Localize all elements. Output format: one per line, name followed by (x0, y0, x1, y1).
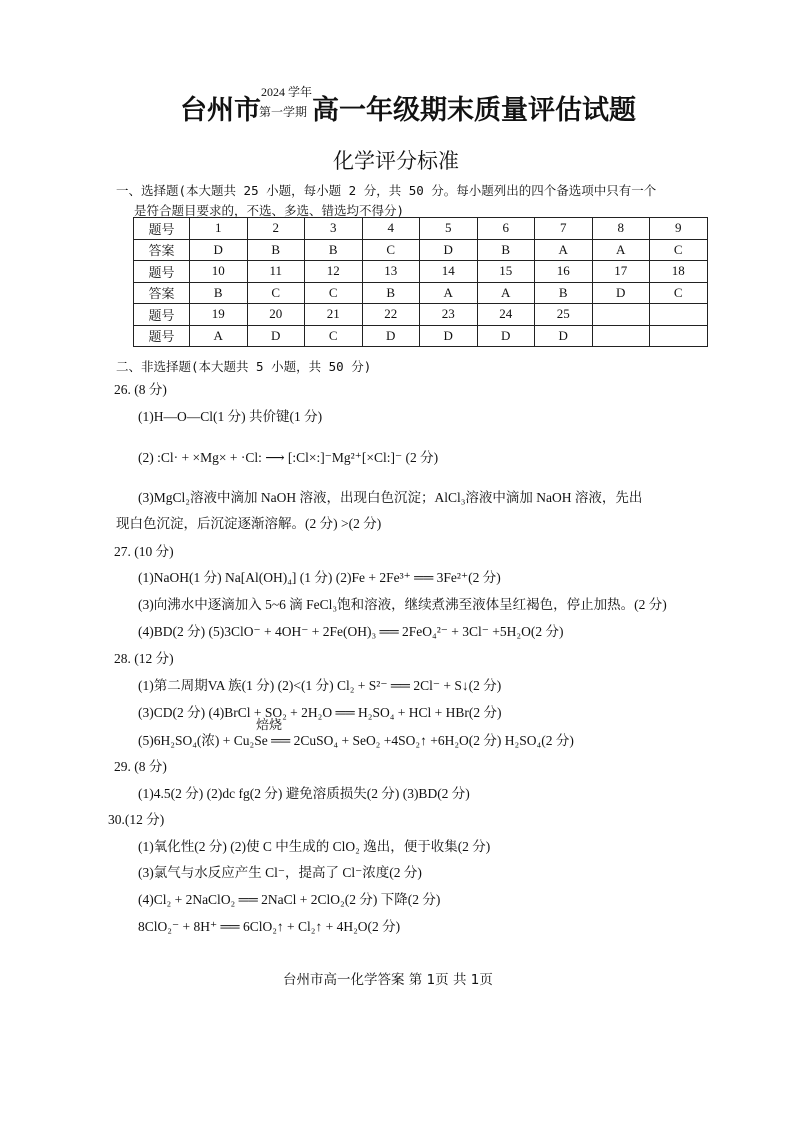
table-cell: 15 (477, 261, 535, 283)
q28-line1: (1)第二周期VA 族(1 分) (2)<(1 分) Cl₂ + S²⁻ ══ 2Cl⁻ + S↓(2 分) (138, 678, 502, 693)
q30-line3: (4)Cl₂ + 2NaClO₂ ══ 2NaCl + 2ClO₂(2 分) 下降(2 分) (138, 892, 441, 907)
table-cell: D (247, 325, 305, 347)
table-cell: D (362, 325, 420, 347)
row-header-cell: 题号 (134, 325, 190, 347)
table-cell: 25 (535, 304, 593, 326)
q30-number: 30.(12 分) (108, 812, 165, 827)
q26-line4: 现白色沉淀，后沉淀逐渐溶解。(2 分) >(2 分) (116, 516, 382, 531)
table-cell: A (477, 282, 535, 304)
q27-line1: (1)NaOH(1 分) Na[Al(OH)₄] (1 分) (2)Fe + 2Fe³⁺ ══ 3Fe²⁺(2 分) (138, 570, 501, 585)
table-row (134, 304, 708, 326)
q28-number: 28. (12 分) (114, 651, 174, 666)
table-cell (650, 304, 708, 326)
table-cell: 18 (650, 261, 708, 283)
table-cell: 12 (305, 261, 363, 283)
q30-line2: (3)氯气与水反应产生 Cl⁻，提高了 Cl⁻浓度(2 分) (138, 865, 422, 880)
table-cell: D (190, 239, 248, 261)
table-row (134, 261, 708, 283)
title-city: 台州市 (180, 95, 261, 126)
section1-line1: 一、选择题(本大题共 25 小题，每小题 2 分，共 50 分。每小题列出的四个备选项中只有一个 (116, 183, 657, 198)
table-cell: 2 (247, 218, 305, 240)
table-cell: B (535, 282, 593, 304)
q30-line1: (1)氧化性(2 分) (2)使 C 中生成的 ClO₂ 逸出，便于收集(2 分) (138, 839, 491, 854)
table-cell: C (305, 282, 363, 304)
table-cell: 5 (420, 218, 478, 240)
table-cell: 16 (535, 261, 593, 283)
q26-line2: (2) :Cl· + ×Mg× + ·Cl: ⟶ [:Cl×:]⁻Mg²⁺[×Cl:]⁻ (2 分) (138, 450, 439, 465)
table-cell: B (190, 282, 248, 304)
table-cell: B (477, 239, 535, 261)
table-cell: A (592, 239, 650, 261)
q30-line4: 8ClO₂⁻ + 8H⁺ ══ 6ClO₂↑ + Cl₂↑ + 4H₂O(2 分) (138, 919, 401, 934)
table-cell: A (535, 239, 593, 261)
table-cell: 19 (190, 304, 248, 326)
table-cell (650, 325, 708, 347)
row-header-cell: 答案 (134, 239, 190, 261)
q27-line2: (3)向沸水中逐滴加入 5~6 滴 FeCl₃饱和溶液，继续煮沸至液体呈红褐色，停止加热。(2 分) (138, 597, 667, 612)
table-cell: B (305, 239, 363, 261)
row-header-cell: 题号 (134, 218, 190, 240)
table-cell: 4 (362, 218, 420, 240)
title-year: 2024 学年 (261, 85, 313, 99)
table-cell: 10 (190, 261, 248, 283)
table-cell: 3 (305, 218, 363, 240)
table-cell: 17 (592, 261, 650, 283)
table-cell: 23 (420, 304, 478, 326)
q27-number: 27. (10 分) (114, 544, 174, 559)
table-cell: 22 (362, 304, 420, 326)
table-cell: A (420, 282, 478, 304)
q26-line1: (1)H—O—Cl(1 分) 共价键(1 分) (138, 409, 323, 424)
table-cell: 6 (477, 218, 535, 240)
q26-line3: (3)MgCl₂溶液中滴加 NaOH 溶液，出现白色沉淀；AlCl₃溶液中滴加 NaOH 溶液，先出 (138, 490, 643, 505)
table-row (134, 239, 708, 261)
table-cell: 20 (247, 304, 305, 326)
table-cell: C (305, 325, 363, 347)
table-row (134, 282, 708, 304)
table-cell: C (362, 239, 420, 261)
title-exam: 高一年级期末质量评估试题 (312, 95, 636, 126)
table-cell: 9 (650, 218, 708, 240)
q28-line3: (5)6H₂SO₄(浓) + Cu₂Se ══ 2CuSO₄ + SeO₂ +4SO₂↑ +6H₂O(2 分) H₂SO₄(2 分) (138, 733, 574, 748)
table-cell: D (535, 325, 593, 347)
title-semester: 第一学期 (259, 105, 308, 119)
row-header-cell: 题号 (134, 304, 190, 326)
table-cell: D (477, 325, 535, 347)
table-cell: 24 (477, 304, 535, 326)
section2-heading: 二、非选择题(本大题共 5 小题，共 50 分) (116, 359, 372, 374)
table-cell: D (420, 239, 478, 261)
section1-line2: 是符合题目要求的，不选、多选、错选均不得分) (134, 203, 405, 218)
row-header-cell: 答案 (134, 282, 190, 304)
table-row (134, 218, 708, 240)
table-cell: 8 (592, 218, 650, 240)
page-subtitle: 化学评分标准 (333, 149, 459, 173)
table-cell: 13 (362, 261, 420, 283)
q27-line3: (4)BD(2 分) (5)3ClO⁻ + 4OH⁻ + 2Fe(OH)₃ ══ 2FeO₄²⁻ + 3Cl⁻ +5H₂O(2 分) (138, 624, 564, 639)
q29-number: 29. (8 分) (114, 759, 167, 774)
table-cell: 14 (420, 261, 478, 283)
table-cell: 11 (247, 261, 305, 283)
q28-condition: 焙烧 (256, 717, 283, 732)
table-cell: A (190, 325, 248, 347)
table-cell: 1 (190, 218, 248, 240)
table-cell: 21 (305, 304, 363, 326)
table-cell: D (592, 282, 650, 304)
row-header-cell: 题号 (134, 261, 190, 283)
table-cell: 7 (535, 218, 593, 240)
table-cell: C (247, 282, 305, 304)
q28-line2: (3)CD(2 分) (4)BrCl + SO₂ + 2H₂O ══ H₂SO₄ + HCl + HBr(2 分) (138, 705, 502, 720)
table-cell: B (247, 239, 305, 261)
table-cell: D (420, 325, 478, 347)
q26-number: 26. (8 分) (114, 382, 167, 397)
page-footer: 台州市高一化学答案 第 1页 共 1页 (283, 972, 493, 988)
answer-table (133, 217, 708, 347)
q29-line1: (1)4.5(2 分) (2)dc fg(2 分) 避免溶质损失(2 分) (3)BD(2 分) (138, 786, 470, 801)
table-cell: C (650, 282, 708, 304)
table-cell (592, 325, 650, 347)
table-cell: B (362, 282, 420, 304)
table-row (134, 325, 708, 347)
table-cell (592, 304, 650, 326)
table-cell: C (650, 239, 708, 261)
